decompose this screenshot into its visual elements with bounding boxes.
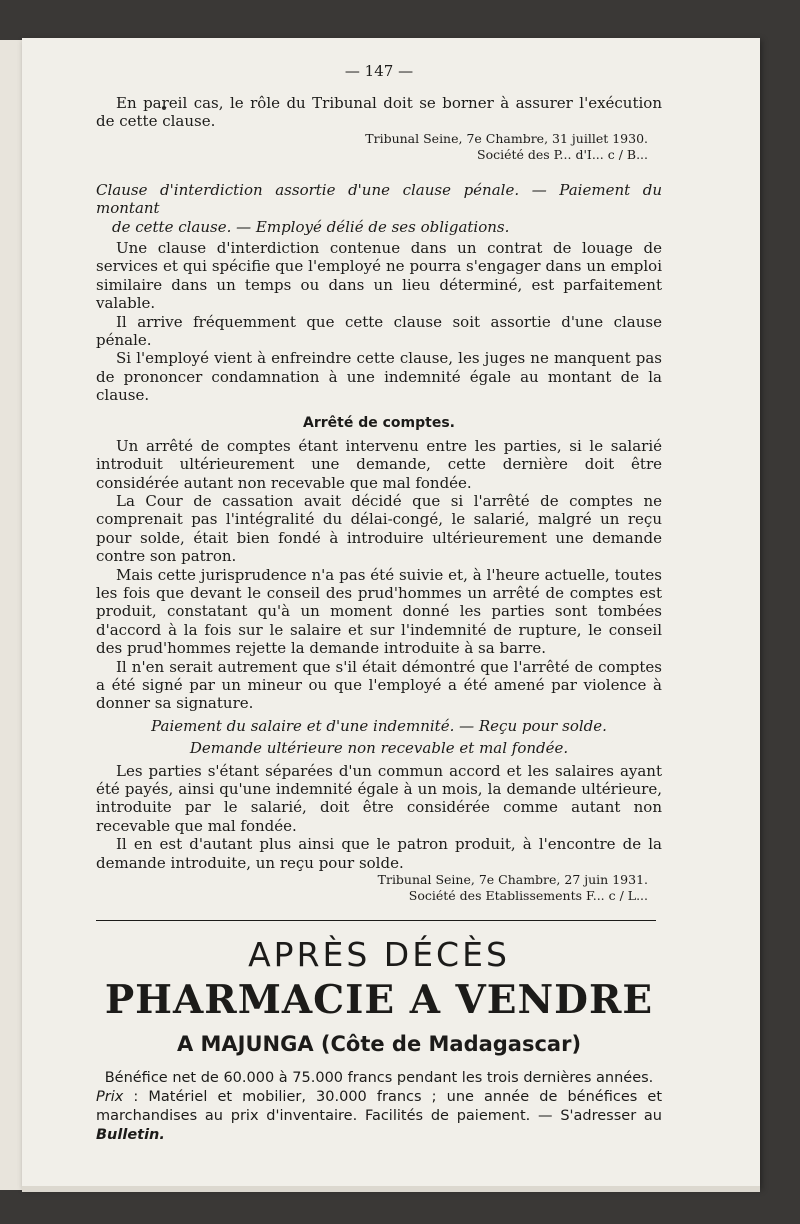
page-number: — 147 — bbox=[344, 62, 414, 80]
advert-title-apres-deces: APRÈS DÉCÈS bbox=[248, 935, 510, 975]
advert-prix-label: Prix bbox=[96, 1089, 124, 1106]
advert-prix-text: : Matériel et mobilier, 30.000 francs ; une année de bénéfices et marchandises au prix d'inventaire. Facilités de paiement. — S'adresser au bbox=[96, 1089, 662, 1125]
advert-title-pharmacie: PHARMACIE A VENDRE bbox=[104, 977, 654, 1024]
intro-paragraph: En pareil cas, le rôle du Tribunal doit se borner à assurer l'exécution de cette clause. bbox=[96, 94, 662, 131]
italic-heading-line: Demande ultérieure non recevable et mal fondée. bbox=[189, 739, 569, 758]
italic-heading bbox=[96, 181, 662, 236]
section-title: Arrêté de comptes. bbox=[303, 414, 455, 431]
paragraph: Un arrêté de comptes étant intervenu entre les parties, si le salarié introduit ultérieurement une demande, cette dernière doit être considérée autant non recevable que mal fondée. bbox=[96, 436, 662, 492]
paragraph: Si l'employé vient à enfreindre cette clause, les juges ne manquent pas de prononcer condamnation à une indemnité égale au montant de la clause. bbox=[96, 349, 662, 405]
citation-line: Société des P... d'I... c / B... bbox=[477, 146, 648, 162]
advert-bulletin: Bulletin. bbox=[96, 1127, 165, 1144]
paragraph: La Cour de cassation avait décidé que si l'arrêté de comptes ne comprenait pas l'intégralité du délai-congé, le salarié, malgré un reçu pour solde, était bien fondé à introduire ultérieurement une demande contre son patron. bbox=[96, 491, 662, 566]
paragraph: Il arrive fréquemment que cette clause soit assortie d'une clause pénale. bbox=[96, 312, 662, 350]
italic-heading-line: Paiement du salaire et d'une indemnité. — Reçu pour solde. bbox=[151, 716, 607, 735]
divider-rule bbox=[96, 920, 656, 921]
page-bottom-edge bbox=[22, 1186, 760, 1192]
citation-line: Tribunal Seine, 7e Chambre, 27 juin 1931. bbox=[377, 872, 648, 888]
paragraph: Les parties s'étant séparées d'un commun accord et les salaires ayant été payés, ainsi qu'une indemnité égale à un mois, la demande ultérieure, introduite par le salarié, doit être considérée comme autant non recevable que mal fondée. bbox=[96, 761, 662, 835]
italic-heading-line: de cette clause. — Employé délié de ses obligations. bbox=[112, 217, 510, 236]
left-page-edge bbox=[0, 40, 23, 1190]
page-content bbox=[96, 62, 662, 1145]
paragraph: Une clause d'interdiction contenue dans un contrat de louage de services et qui spécifie que l'employé ne pourra s'engager dans un emploi similaire dans un temps ou dans un lieu déterminé, est parfaitement valable. bbox=[96, 239, 662, 313]
citation-line: Tribunal Seine, 7e Chambre, 31 juillet 1930. bbox=[365, 130, 648, 146]
italic-heading-line: Clause d'interdiction assortie d'une clause pénale. — Paiement du montant bbox=[96, 180, 662, 218]
advert-body bbox=[96, 1069, 662, 1145]
advert-title-majunga: A MAJUNGA (Côte de Madagascar) bbox=[176, 1032, 582, 1057]
paragraph: Mais cette jurisprudence n'a pas été suivie et, à l'heure actuelle, toutes les fois que devant le conseil des prud'hommes un arrêté de comptes est produit, constatant qu'à un moment donné les parties sont tombées d'accord à la fois sur le salaire et sur l'indemnité de rupture, le conseil des prud'hommes rejette la demande introduite à sa barre. bbox=[96, 565, 662, 658]
paragraph: Il n'en serait autrement que s'il était démontré que l'arrêté de comptes a été signé par un mineur ou que l'employé a été amené par violence à donner sa signature. bbox=[96, 657, 662, 713]
citation-line: Société des Etablissements F... c / L... bbox=[408, 888, 648, 904]
advert-line: Bénéfice net de 60.000 à 75.000 francs pendant les trois dernières années. bbox=[104, 1070, 654, 1087]
paragraph: Il en est d'autant plus ainsi que le patron produit, à l'encontre de la demande introduite, un reçu pour solde. bbox=[96, 835, 662, 872]
